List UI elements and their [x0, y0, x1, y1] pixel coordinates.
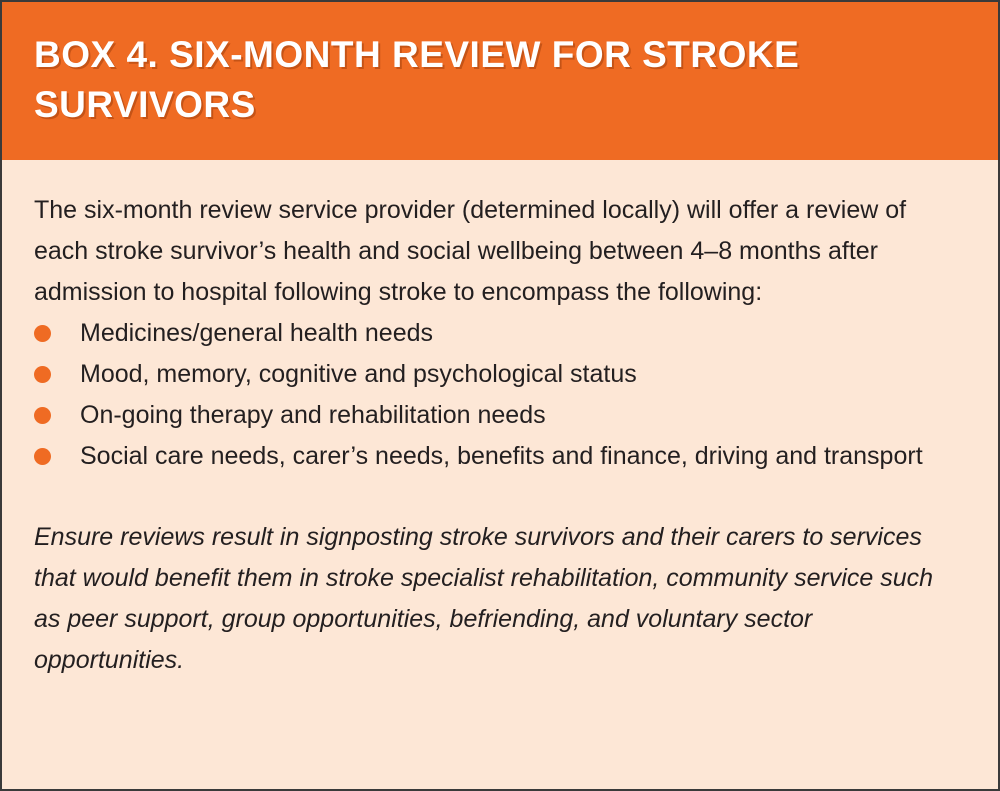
needs-list	[34, 313, 964, 477]
list-item-text: Mood, memory, cognitive and psychological status	[80, 360, 637, 388]
bullet-icon	[34, 325, 51, 342]
box-header	[2, 2, 998, 160]
list-item	[34, 395, 964, 436]
intro-paragraph: The six-month review service provider (determined locally) will offer a review of each stroke survivor’s health and social wellbeing between 4–8 months after admission to hospital following stroke to encompass the following:	[34, 196, 907, 306]
bullet-icon	[34, 366, 51, 383]
list-item-text: On-going therapy and rehabilitation needs	[80, 401, 546, 429]
box-content	[34, 190, 964, 681]
box-title: BOX 4. SIX-MONTH REVIEW FOR STROKE SURVIVORS	[34, 34, 800, 125]
bullet-icon	[34, 448, 51, 465]
list-item-text: Medicines/general health needs	[80, 319, 434, 347]
list-item	[34, 354, 964, 395]
list-item	[34, 313, 964, 354]
list-item	[34, 436, 964, 477]
signposting-note: Ensure reviews result in signposting stroke survivors and their carers to services that would benefit them in stroke specialist rehabilitation, community service such as peer support, group opportunities, befriending, and voluntary sector opportunities.	[34, 523, 934, 674]
list-item-text: Social care needs, carer’s needs, benefits and finance, driving and transport	[80, 442, 923, 470]
bullet-icon	[34, 407, 51, 424]
